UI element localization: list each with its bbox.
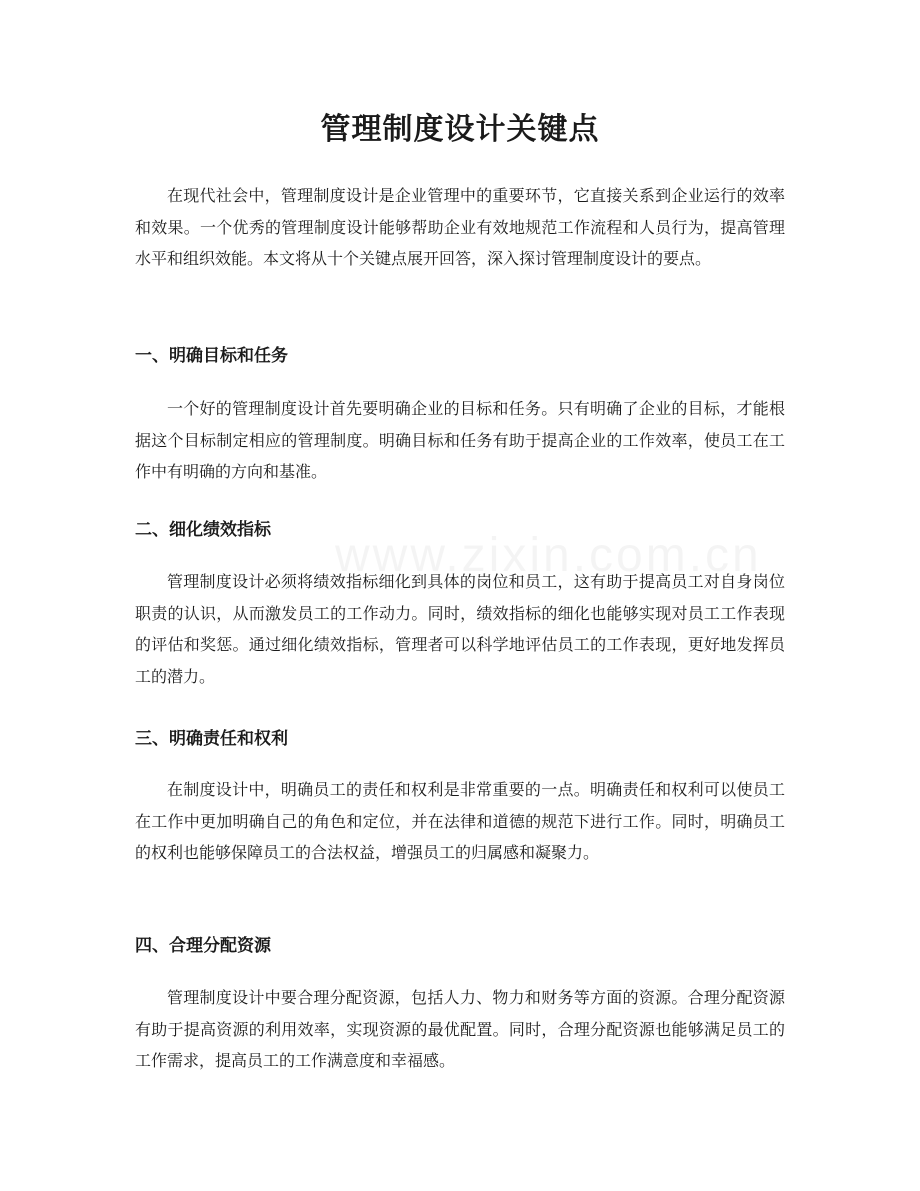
section-body-1: 一个好的管理制度设计首先要明确企业的目标和任务。只有明确了企业的目标，才能根据这个目标制定相应的管理制度。明确目标和任务有助于提高企业的工作效率，使员工在工作中有明确的方向和基准。 bbox=[135, 399, 785, 481]
section-heading-1: 一、明确目标和任务 bbox=[135, 346, 288, 366]
document-title: 管理制度设计关键点 bbox=[320, 112, 600, 147]
section-body-4: 管理制度设计中要合理分配资源，包括人力、物力和财务等方面的资源。合理分配资源有助于提高资源的利用效率，实现资源的最优配置。同时，合理分配资源也能够满足员工的工作需求，提高员工的工作满意度和幸福感。 bbox=[135, 988, 785, 1070]
section-body-3: 在制度设计中，明确员工的责任和权利是非常重要的一点。明确责任和权利可以使员工在工作中更加明确自己的角色和定位，并在法律和道德的规范下进行工作。同时，明确员工的权利也能够保障员工的合法权益，增强员工的归属感和凝聚力。 bbox=[135, 780, 785, 862]
section-heading-4: 四、合理分配资源 bbox=[135, 936, 271, 956]
section-heading-2: 二、细化绩效指标 bbox=[135, 520, 271, 540]
section-body-2: 管理制度设计必须将绩效指标细化到具体的岗位和员工，这有助于提高员工对自身岗位职责的认识，从而激发员工的工作动力。同时，绩效指标的细化也能够实现对员工工作表现的评估和奖惩。通过细化绩效指标，管理者可以科学地评估员工的工作表现，更好地发挥员工的潜力。 bbox=[135, 572, 785, 686]
section-heading-3: 三、明确责任和权利 bbox=[135, 729, 288, 749]
intro-paragraph: 在现代社会中，管理制度设计是企业管理中的重要环节，它直接关系到企业运行的效率和效果。一个优秀的管理制度设计能够帮助企业有效地规范工作流程和人员行为，提高管理水平和组织效能。本文将从十个关键点展开回答，深入探讨管理制度设计的要点。 bbox=[135, 186, 785, 268]
